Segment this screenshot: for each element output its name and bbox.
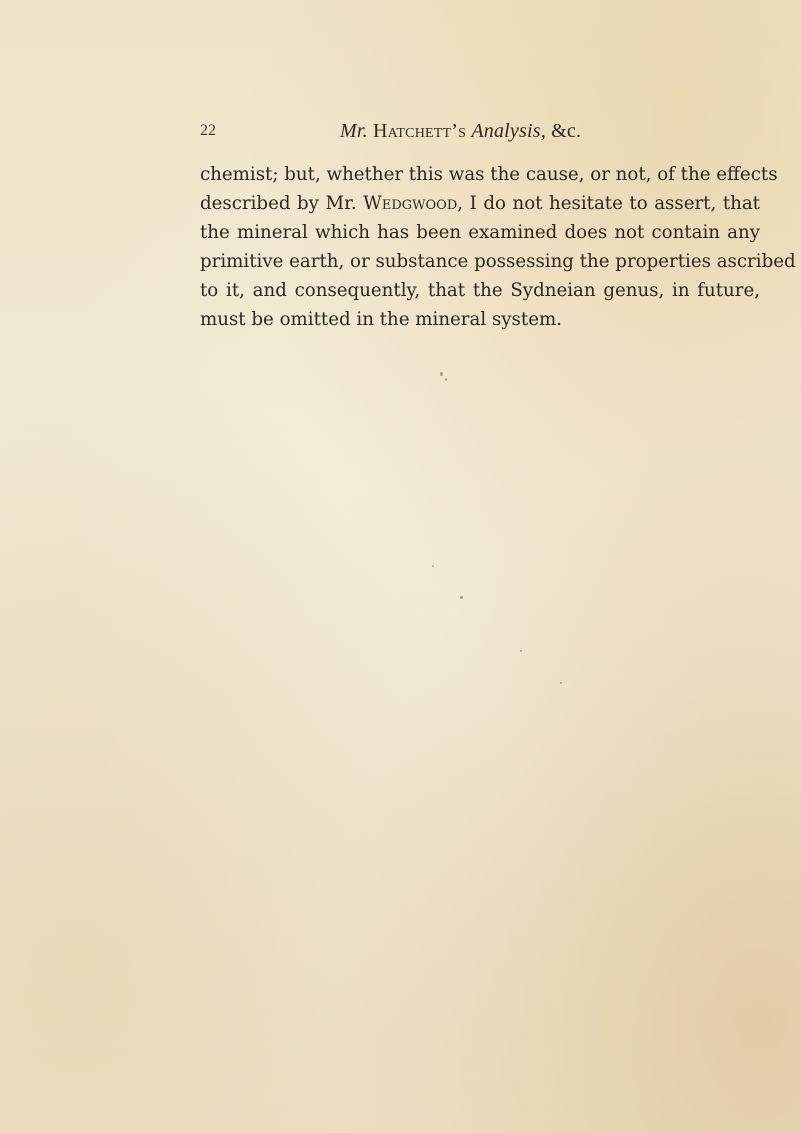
running-head-etc: &c. (551, 120, 582, 142)
running-head (340, 120, 581, 143)
text-fragment: I do not hesitate to assert, that (469, 193, 760, 214)
text-fragment: described by Mr. (200, 193, 357, 214)
body-paragraph (200, 160, 796, 334)
page-header (200, 120, 760, 150)
running-head-analysis: Analysis, (471, 120, 546, 142)
paper-speck (520, 650, 522, 652)
paper-speck (445, 378, 447, 381)
person-name: Wedgwood, (363, 193, 464, 214)
text-line: primitive earth, or substance possessing the properties ascribed (200, 251, 796, 272)
text-line: to it, and consequently, that the Sydneian genus, in future, (200, 280, 760, 301)
paper-speck (460, 596, 463, 599)
running-head-mr: Mr. (340, 120, 368, 142)
text-line (200, 189, 760, 218)
text-line: the mineral which has been examined does not contain any (200, 222, 760, 243)
paper-speck (560, 682, 562, 684)
running-head-name: Hatchett’s (373, 120, 467, 142)
paper-speck (440, 372, 443, 376)
text-line: chemist; but, whether this was the cause, or not, of the effects (200, 164, 778, 185)
paper-speck (432, 565, 434, 567)
page-number: 22 (200, 122, 216, 139)
text-line: must be omitted in the mineral system. (200, 309, 562, 330)
